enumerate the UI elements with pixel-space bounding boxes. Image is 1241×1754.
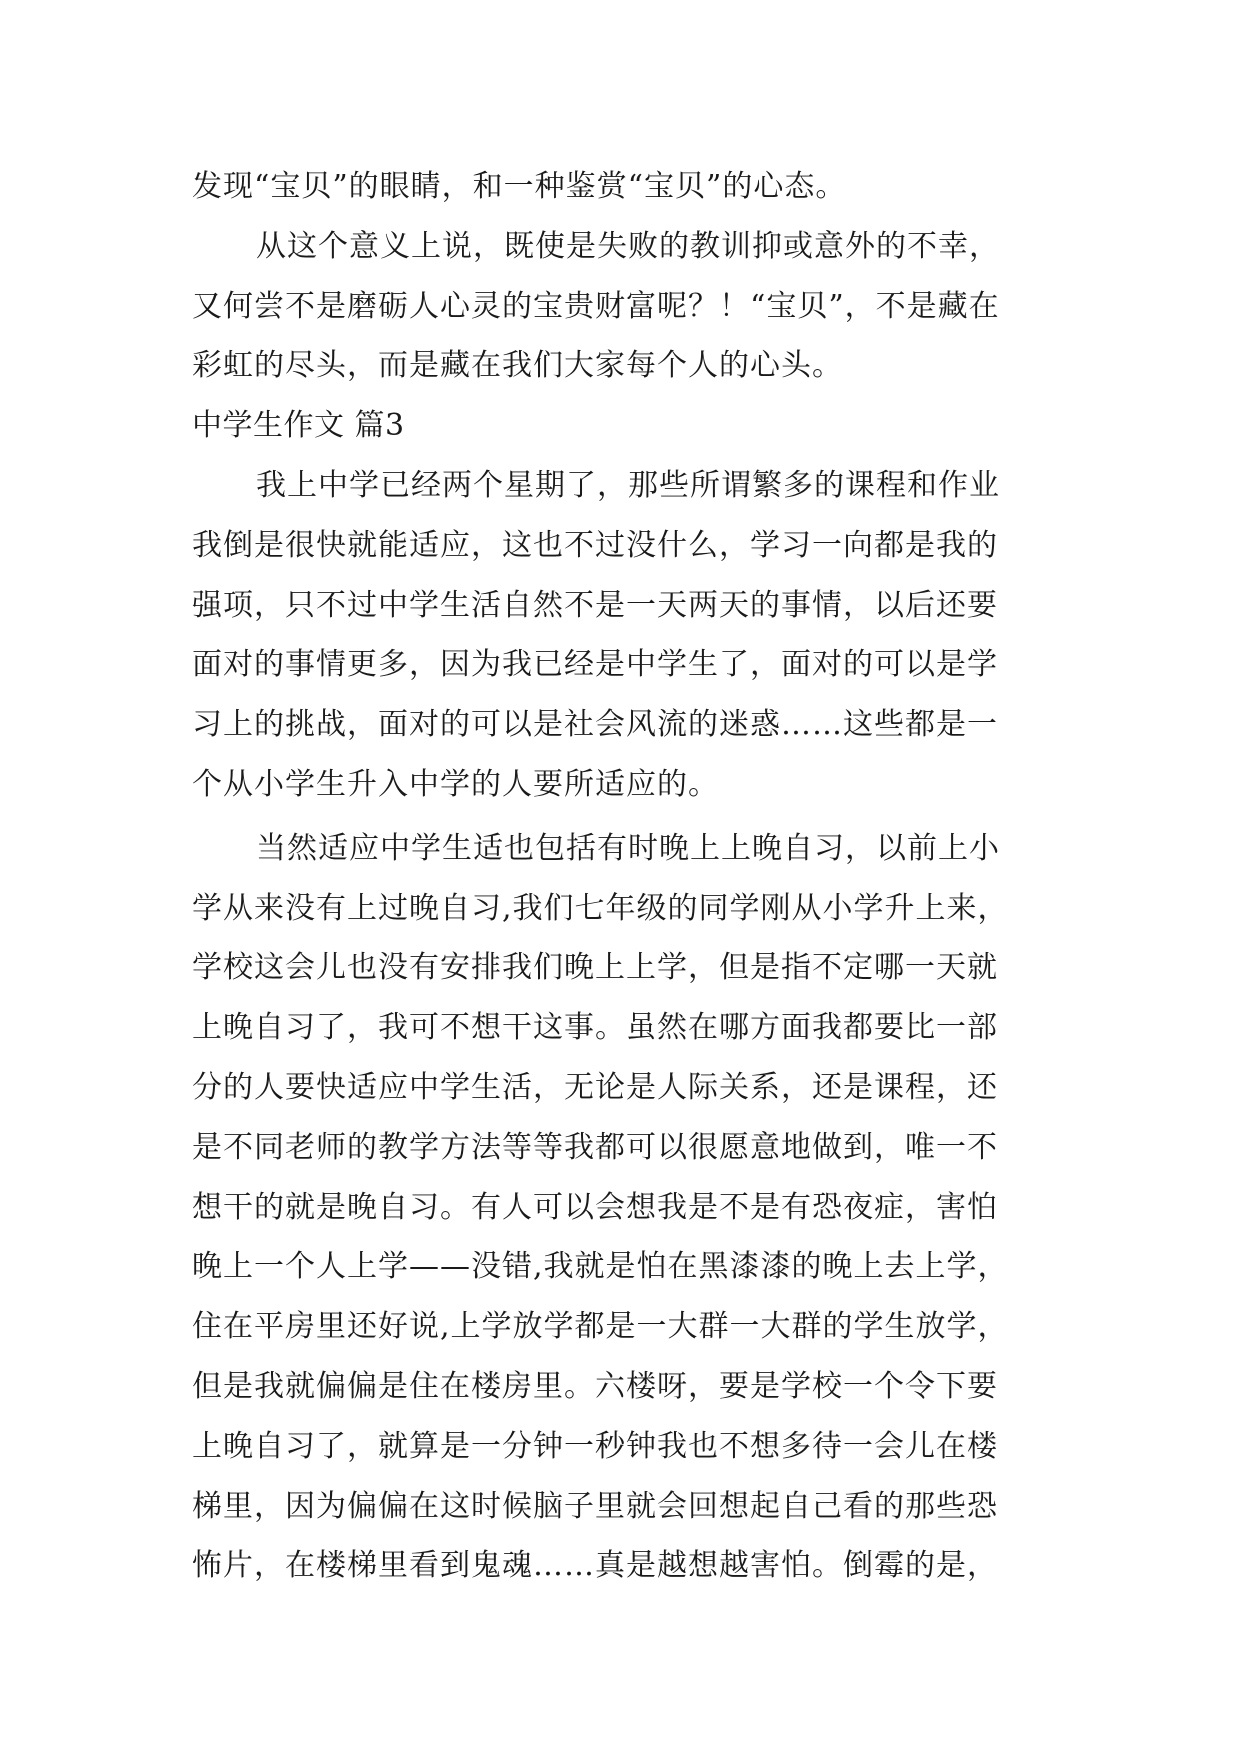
paragraph-line: 强项，只不过中学生活自然不是一天两天的事情，以后还要: [192, 587, 998, 623]
paragraph-line: 当然适应中学生适也包括有时晚上上晚自习，以前上小: [256, 830, 1000, 866]
paragraph-line: 但是我就偏偏是住在楼房里。六楼呀，要是学校一个令下要: [192, 1368, 998, 1404]
paragraph-line: 晚上一个人上学——没错,我就是怕在黑漆漆的晚上去上学，: [192, 1249, 1009, 1285]
paragraph-line: 住在平房里还好说,上学放学都是一大群一大群的学生放学，: [192, 1309, 1009, 1345]
paragraph-line: 是不同老师的教学方法等等我都可以很愿意地做到，唯一不: [192, 1129, 998, 1165]
paragraph-line: 上晚自习了，就算是一分钟一秒钟我也不想多待一会儿在楼: [192, 1428, 998, 1464]
paragraph-line: 面对的事情更多，因为我已经是中学生了，面对的可以是学: [192, 647, 998, 683]
paragraph-line: 我倒是很快就能适应，这也不过没什么，学习一向都是我的: [192, 527, 998, 563]
paragraph-line: 彩虹的尽头，而是藏在我们大家每个人的心头。: [192, 348, 843, 384]
paragraph-line: 发现“宝贝”的眼睛，和一种鉴赏“宝贝”的心态。: [192, 169, 847, 204]
paragraph-line: 我上中学已经两个星期了，那些所谓繁多的课程和作业: [256, 467, 1000, 503]
paragraph-line: 怖片，在楼梯里看到鬼魂……真是越想越害怕。倒霉的是，: [192, 1548, 998, 1584]
paragraph-line: 又何尝不是磨砺人心灵的宝贵财富呢？！“宝贝”，不是藏在: [192, 288, 1000, 324]
paragraph-line: 想干的就是晚自习。有人可以会想我是不是有恐夜症，害怕: [192, 1189, 998, 1225]
paragraph-line: 从这个意义上说，既使是失败的教训抑或意外的不幸，: [256, 228, 1000, 264]
paragraph-line: 个从小学生升入中学的人要所适应的。: [192, 766, 719, 802]
section-heading: 中学生作文 篇3: [192, 408, 405, 444]
paragraph-line: 学校这会儿也没有安排我们晚上上学，但是指不定哪一天就: [192, 950, 998, 986]
paragraph-line: 梯里，因为偏偏在这时候脑子里就会回想起自己看的那些恐: [192, 1488, 998, 1524]
paragraph-line: 上晚自习了，我可不想干这事。虽然在哪方面我都要比一部: [192, 1010, 998, 1046]
document-body: [192, 157, 1070, 1596]
paragraph-line: 学从来没有上过晚自习,我们七年级的同学刚从小学升上来，: [192, 890, 1009, 926]
paragraph-line: 习上的挑战，面对的可以是社会风流的迷惑……这些都是一: [192, 707, 998, 743]
paragraph-line: 分的人要快适应中学生活，无论是人际关系，还是课程，还: [192, 1069, 998, 1105]
